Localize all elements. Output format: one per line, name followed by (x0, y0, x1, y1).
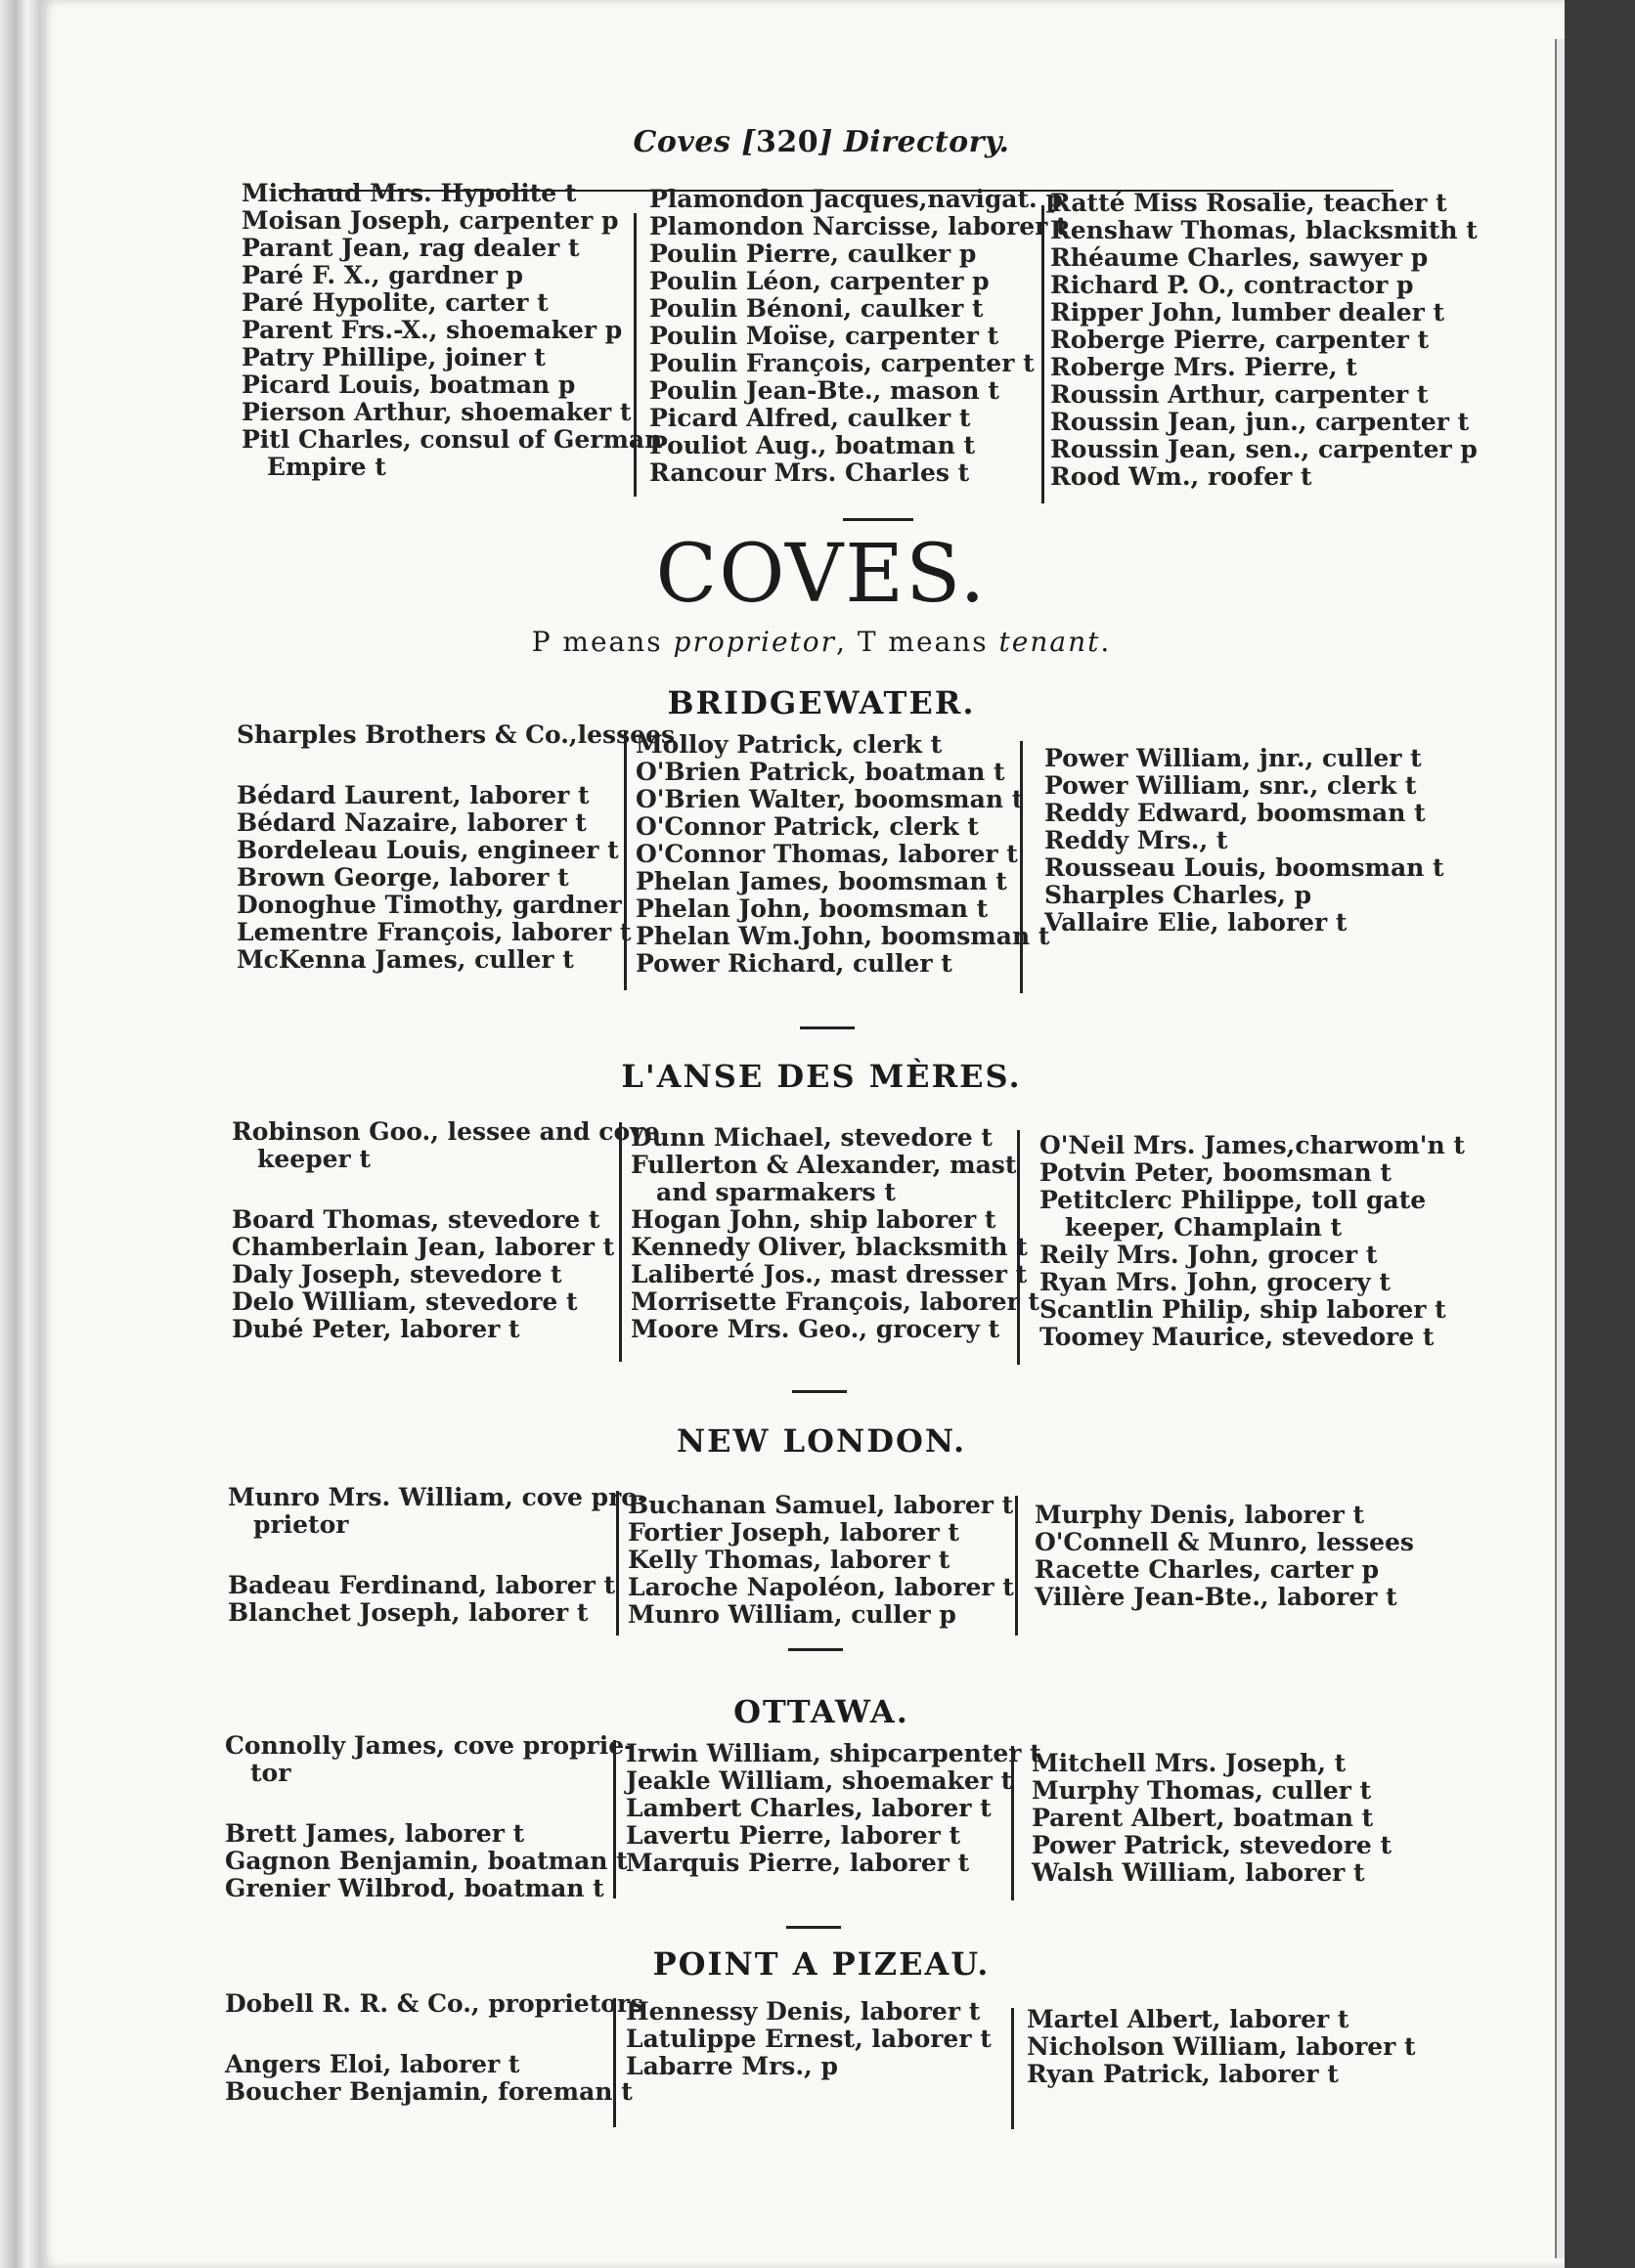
directory-entry: Vallaire Elie, laborer t (1044, 908, 1348, 937)
directory-entry: McKenna James, culler t (237, 945, 574, 974)
section-column-1 (237, 721, 675, 974)
directory-entry: Parant Jean, rag dealer t (242, 234, 580, 262)
directory-entry: Moisan Joseph, carpenter p (242, 206, 619, 235)
section-dash (788, 1648, 843, 1651)
top-column-3 (1050, 190, 1478, 491)
section-column-3 (1039, 1132, 1465, 1351)
section-column-3 (1027, 2006, 1416, 2088)
directory-entry: Reily Mrs. John, grocer t (1039, 1241, 1378, 1269)
directory-entry: Power Richard, culler t (636, 949, 952, 978)
directory-entry: Picard Alfred, caulker t (649, 404, 971, 432)
directory-entry: Chamberlain Jean, laborer t (232, 1233, 615, 1261)
legend-text: , T means (836, 626, 999, 658)
running-header (235, 125, 1408, 159)
directory-entry: Irwin William, shipcarpenter t (626, 1739, 1041, 1767)
directory-entry: Scantlin Philip, ship laborer t (1039, 1295, 1446, 1324)
directory-entry: Robinson Goo., lessee and cove (232, 1117, 660, 1146)
directory-entry: Reddy Edward, boomsman t (1044, 799, 1426, 827)
directory-entry: Blanchet Joseph, laborer t (228, 1598, 589, 1627)
directory-entry: Potvin Peter, boomsman t (1039, 1158, 1392, 1187)
directory-entry: O'Connor Thomas, laborer t (636, 840, 1018, 868)
legend-term: tenant (998, 626, 1101, 658)
directory-entry: O'Brien Patrick, boatman t (636, 758, 1005, 786)
directory-entry: Lementre François, laborer t (237, 918, 632, 946)
directory-entry: Kelly Thomas, laborer t (628, 1546, 950, 1574)
directory-entry: Poulin Bénoni, caulker t (649, 294, 984, 323)
directory-entry: Walsh William, laborer t (1032, 1858, 1365, 1887)
directory-entry: Villère Jean-Bte., laborer t (1035, 1583, 1397, 1611)
directory-entry: Munro William, culler p (628, 1600, 956, 1629)
column-divider (613, 1740, 616, 1898)
directory-entry: Latulippe Ernest, laborer t (626, 2025, 992, 2053)
directory-entry: Board Thomas, stevedore t (232, 1205, 600, 1234)
page-number: 320 (755, 125, 819, 159)
directory-entry: Marquis Pierre, laborer t (626, 1849, 970, 1877)
directory-entry: Power William, snr., clerk t (1044, 771, 1417, 800)
legend-note (235, 626, 1408, 658)
legend-term: proprietor (673, 626, 837, 658)
section-heading: BRIDGEWATER. (667, 684, 976, 721)
directory-entry: Molloy Patrick, clerk t (636, 730, 943, 759)
directory-entry: Roussin Jean, sen., carpenter p (1050, 435, 1478, 463)
column-divider (1011, 1746, 1014, 1900)
directory-entry: Roberge Mrs. Pierre, t (1050, 353, 1357, 381)
directory-entry: Michaud Mrs. Hypolite t (242, 179, 577, 207)
directory-entry: Bédard Laurent, laborer t (237, 781, 590, 809)
directory-entry: Phelan Wm.John, boomsman t (636, 922, 1050, 950)
section-heading: L'ANSE DES MÈRES. (621, 1058, 1022, 1095)
directory-entry: Rhéaume Charles, sawyer p (1050, 243, 1429, 272)
directory-entry: Toomey Maurice, stevedore t (1039, 1323, 1435, 1351)
directory-entry: Plamondon Jacques,navigat. p (649, 185, 1063, 213)
directory-entry: Poulin Moïse, carpenter t (649, 322, 999, 350)
entry-spacer (225, 1787, 634, 1820)
directory-entry: O'Neil Mrs. James,charwom'n t (1039, 1131, 1465, 1159)
directory-entry: Rousseau Louis, boomsman t (1044, 853, 1444, 882)
directory-entry: Connolly James, cove proprie- (225, 1731, 635, 1760)
directory-entry: Murphy Thomas, culler t (1032, 1776, 1372, 1805)
section-column-2 (628, 1492, 1014, 1629)
entry-spacer (228, 1539, 647, 1572)
directory-entry: Brown George, laborer t (237, 863, 569, 892)
column-divider (1017, 1130, 1020, 1365)
directory-entry: Poulin François, carpenter t (649, 349, 1035, 377)
directory-entry: Roussin Arthur, carpenter t (1050, 380, 1429, 409)
directory-entry: Laliberté Jos., mast dresser t (631, 1260, 1028, 1288)
column-divider (1011, 2008, 1014, 2129)
directory-entry: Moore Mrs. Geo., grocery t (631, 1315, 1000, 1343)
directory-entry: Laroche Napoléon, laborer t (628, 1573, 1014, 1601)
directory-entry: Pitl Charles, consul of German (242, 425, 663, 454)
directory-entry: Dobell R. R. & Co., proprietors (225, 1989, 644, 2018)
directory-entry: Angers Eloi, laborer t (225, 2050, 520, 2078)
section-column-1 (225, 1732, 634, 1902)
header-title-end: ] Directory. (818, 125, 1010, 159)
column-divider (613, 1998, 616, 2127)
directory-entry: Hogan John, ship laborer t (631, 1205, 996, 1234)
directory-entry: Ryan Mrs. John, grocery t (1039, 1268, 1391, 1296)
section-column-1 (228, 1484, 647, 1627)
directory-entry: Dubé Peter, laborer t (232, 1315, 520, 1343)
directory-entry: Brett James, laborer t (225, 1819, 525, 1848)
directory-entry: Petitclerc Philippe, toll gate (1039, 1186, 1427, 1214)
directory-entry: O'Connell & Munro, lessees (1035, 1528, 1414, 1556)
section-column-3 (1035, 1502, 1414, 1611)
section-column-2 (631, 1124, 1039, 1343)
directory-entry: and sparmakers t (656, 1178, 896, 1206)
directory-entry: keeper t (257, 1145, 371, 1173)
directory-entry: Roussin Jean, jun., carpenter t (1050, 408, 1470, 436)
top-column-1 (242, 180, 662, 481)
column-divider (1041, 205, 1044, 503)
directory-entry: Poulin Jean-Bte., mason t (649, 376, 999, 405)
directory-entry: Richard P. O., contractor p (1050, 271, 1414, 299)
section-column-3 (1044, 745, 1444, 937)
header-title: Coves [ (633, 125, 756, 159)
section-heading: POINT A PIZEAU. (652, 1945, 991, 1983)
directory-entry: Nicholson William, laborer t (1027, 2032, 1416, 2061)
directory-entry: Racette Charles, carter p (1035, 1555, 1380, 1584)
directory-entry: Ripper John, lumber dealer t (1050, 298, 1445, 327)
section-heading: OTTAWA. (733, 1693, 909, 1730)
directory-entry: Hennessy Denis, laborer t (626, 1997, 981, 2026)
column-divider (619, 1122, 622, 1362)
column-divider (1015, 1496, 1018, 1636)
entry-spacer (225, 2018, 643, 2051)
directory-entry: Power Patrick, stevedore t (1032, 1831, 1392, 1859)
section-dash (792, 1390, 847, 1393)
directory-entry: O'Brien Walter, boomsman t (636, 785, 1024, 813)
directory-entry: Fortier Joseph, laborer t (628, 1518, 959, 1547)
directory-entry: Rood Wm., roofer t (1050, 462, 1312, 491)
section-column-1 (232, 1118, 660, 1343)
directory-entry: Rancour Mrs. Charles t (649, 458, 970, 487)
directory-entry: Morrisette François, laborer t (631, 1287, 1039, 1316)
directory-entry: Donoghue Timothy, gardner (237, 891, 622, 919)
column-divider (624, 731, 627, 990)
directory-entry: Ryan Patrick, laborer t (1027, 2060, 1339, 2088)
directory-entry: Paré F. X., gardner p (242, 261, 524, 289)
directory-entry: O'Connor Patrick, clerk t (636, 812, 979, 841)
directory-entry: tor (250, 1759, 291, 1787)
background-edge (1565, 0, 1635, 2268)
directory-entry: Delo William, stevedore t (232, 1287, 578, 1316)
directory-entry: Paré Hypolite, carter t (242, 288, 549, 317)
entry-spacer (232, 1173, 660, 1206)
directory-entry: Lambert Charles, laborer t (626, 1794, 992, 1822)
directory-entry: Sharples Charles, p (1044, 881, 1312, 909)
directory-entry: Sharples Brothers & Co.,lessees (237, 720, 676, 749)
directory-entry: Daly Joseph, stevedore t (232, 1260, 562, 1288)
entry-spacer (237, 749, 675, 782)
directory-entry: Mitchell Mrs. Joseph, t (1032, 1749, 1347, 1777)
directory-entry: Poulin Pierre, caulker p (649, 240, 977, 268)
directory-entry: keeper, Champlain t (1065, 1213, 1343, 1242)
directory-entry: Badeau Ferdinand, laborer t (228, 1571, 616, 1599)
directory-entry: Parent Frs.-X., shoemaker p (242, 316, 623, 344)
column-divider (1020, 741, 1023, 993)
directory-entry: Ratté Miss Rosalie, teacher t (1050, 189, 1447, 217)
section-column-2 (626, 1998, 992, 2080)
directory-entry: Buchanan Samuel, laborer t (628, 1491, 1014, 1519)
directory-entry: Martel Albert, laborer t (1027, 2005, 1349, 2033)
directory-entry: Gagnon Benjamin, boatman t (225, 1847, 628, 1875)
directory-entry: prietor (253, 1510, 349, 1539)
directory-entry: Munro Mrs. William, cove pro- (228, 1483, 648, 1511)
directory-entry: Renshaw Thomas, blacksmith t (1050, 216, 1478, 244)
directory-entry: Empire t (267, 453, 386, 481)
directory-entry: Lavertu Pierre, laborer t (626, 1821, 961, 1850)
directory-entry: Phelan John, boomsman t (636, 894, 989, 923)
column-divider (634, 213, 637, 497)
section-column-3 (1032, 1750, 1392, 1887)
section-dash (786, 1926, 841, 1929)
directory-entry: Poulin Léon, carpenter p (649, 267, 990, 295)
section-column-1 (225, 1990, 643, 2106)
directory-entry: Boucher Benjamin, foreman t (225, 2077, 633, 2106)
directory-entry: Fullerton & Alexander, mast (631, 1151, 1017, 1179)
section-dash (843, 518, 913, 521)
directory-entry: Picard Louis, boatman p (242, 371, 576, 399)
directory-entry: Pierson Arthur, shoemaker t (242, 398, 632, 426)
section-dash (800, 1026, 855, 1029)
directory-entry: Plamondon Narcisse, laborer t (649, 212, 1068, 240)
legend-text: . (1100, 626, 1112, 658)
directory-entry: Pouliot Aug., boatman t (649, 431, 976, 459)
directory-entry: Bédard Nazaire, laborer t (237, 808, 587, 837)
section-heading: NEW LONDON. (676, 1422, 967, 1460)
directory-entry: Phelan James, boomsman t (636, 867, 1007, 895)
directory-entry: Murphy Denis, laborer t (1035, 1501, 1364, 1529)
book-spine (0, 0, 39, 2268)
directory-entry: Kennedy Oliver, blacksmith t (631, 1233, 1028, 1261)
directory-entry: Reddy Mrs., t (1044, 826, 1228, 854)
directory-entry: Bordeleau Louis, engineer t (237, 836, 619, 864)
top-column-2 (649, 186, 1068, 487)
directory-entry: Grenier Wilbrod, boatman t (225, 1874, 604, 1902)
directory-entry: Parent Albert, boatman t (1032, 1804, 1374, 1832)
directory-entry: Roberge Pierre, carpenter t (1050, 326, 1429, 354)
directory-entry: Jeakle William, shoemaker t (626, 1766, 1013, 1795)
directory-entry: Labarre Mrs., p (626, 2052, 838, 2080)
directory-entry: Power William, jnr., culler t (1044, 744, 1422, 772)
section-column-2 (626, 1740, 1041, 1877)
page-title: COVES. (655, 528, 988, 621)
legend-text: P means (531, 626, 674, 658)
section-column-2 (636, 731, 1049, 978)
directory-entry: Patry Phillipe, joiner t (242, 343, 546, 371)
directory-entry: Dunn Michael, stevedore t (631, 1123, 993, 1152)
column-divider (616, 1491, 619, 1636)
